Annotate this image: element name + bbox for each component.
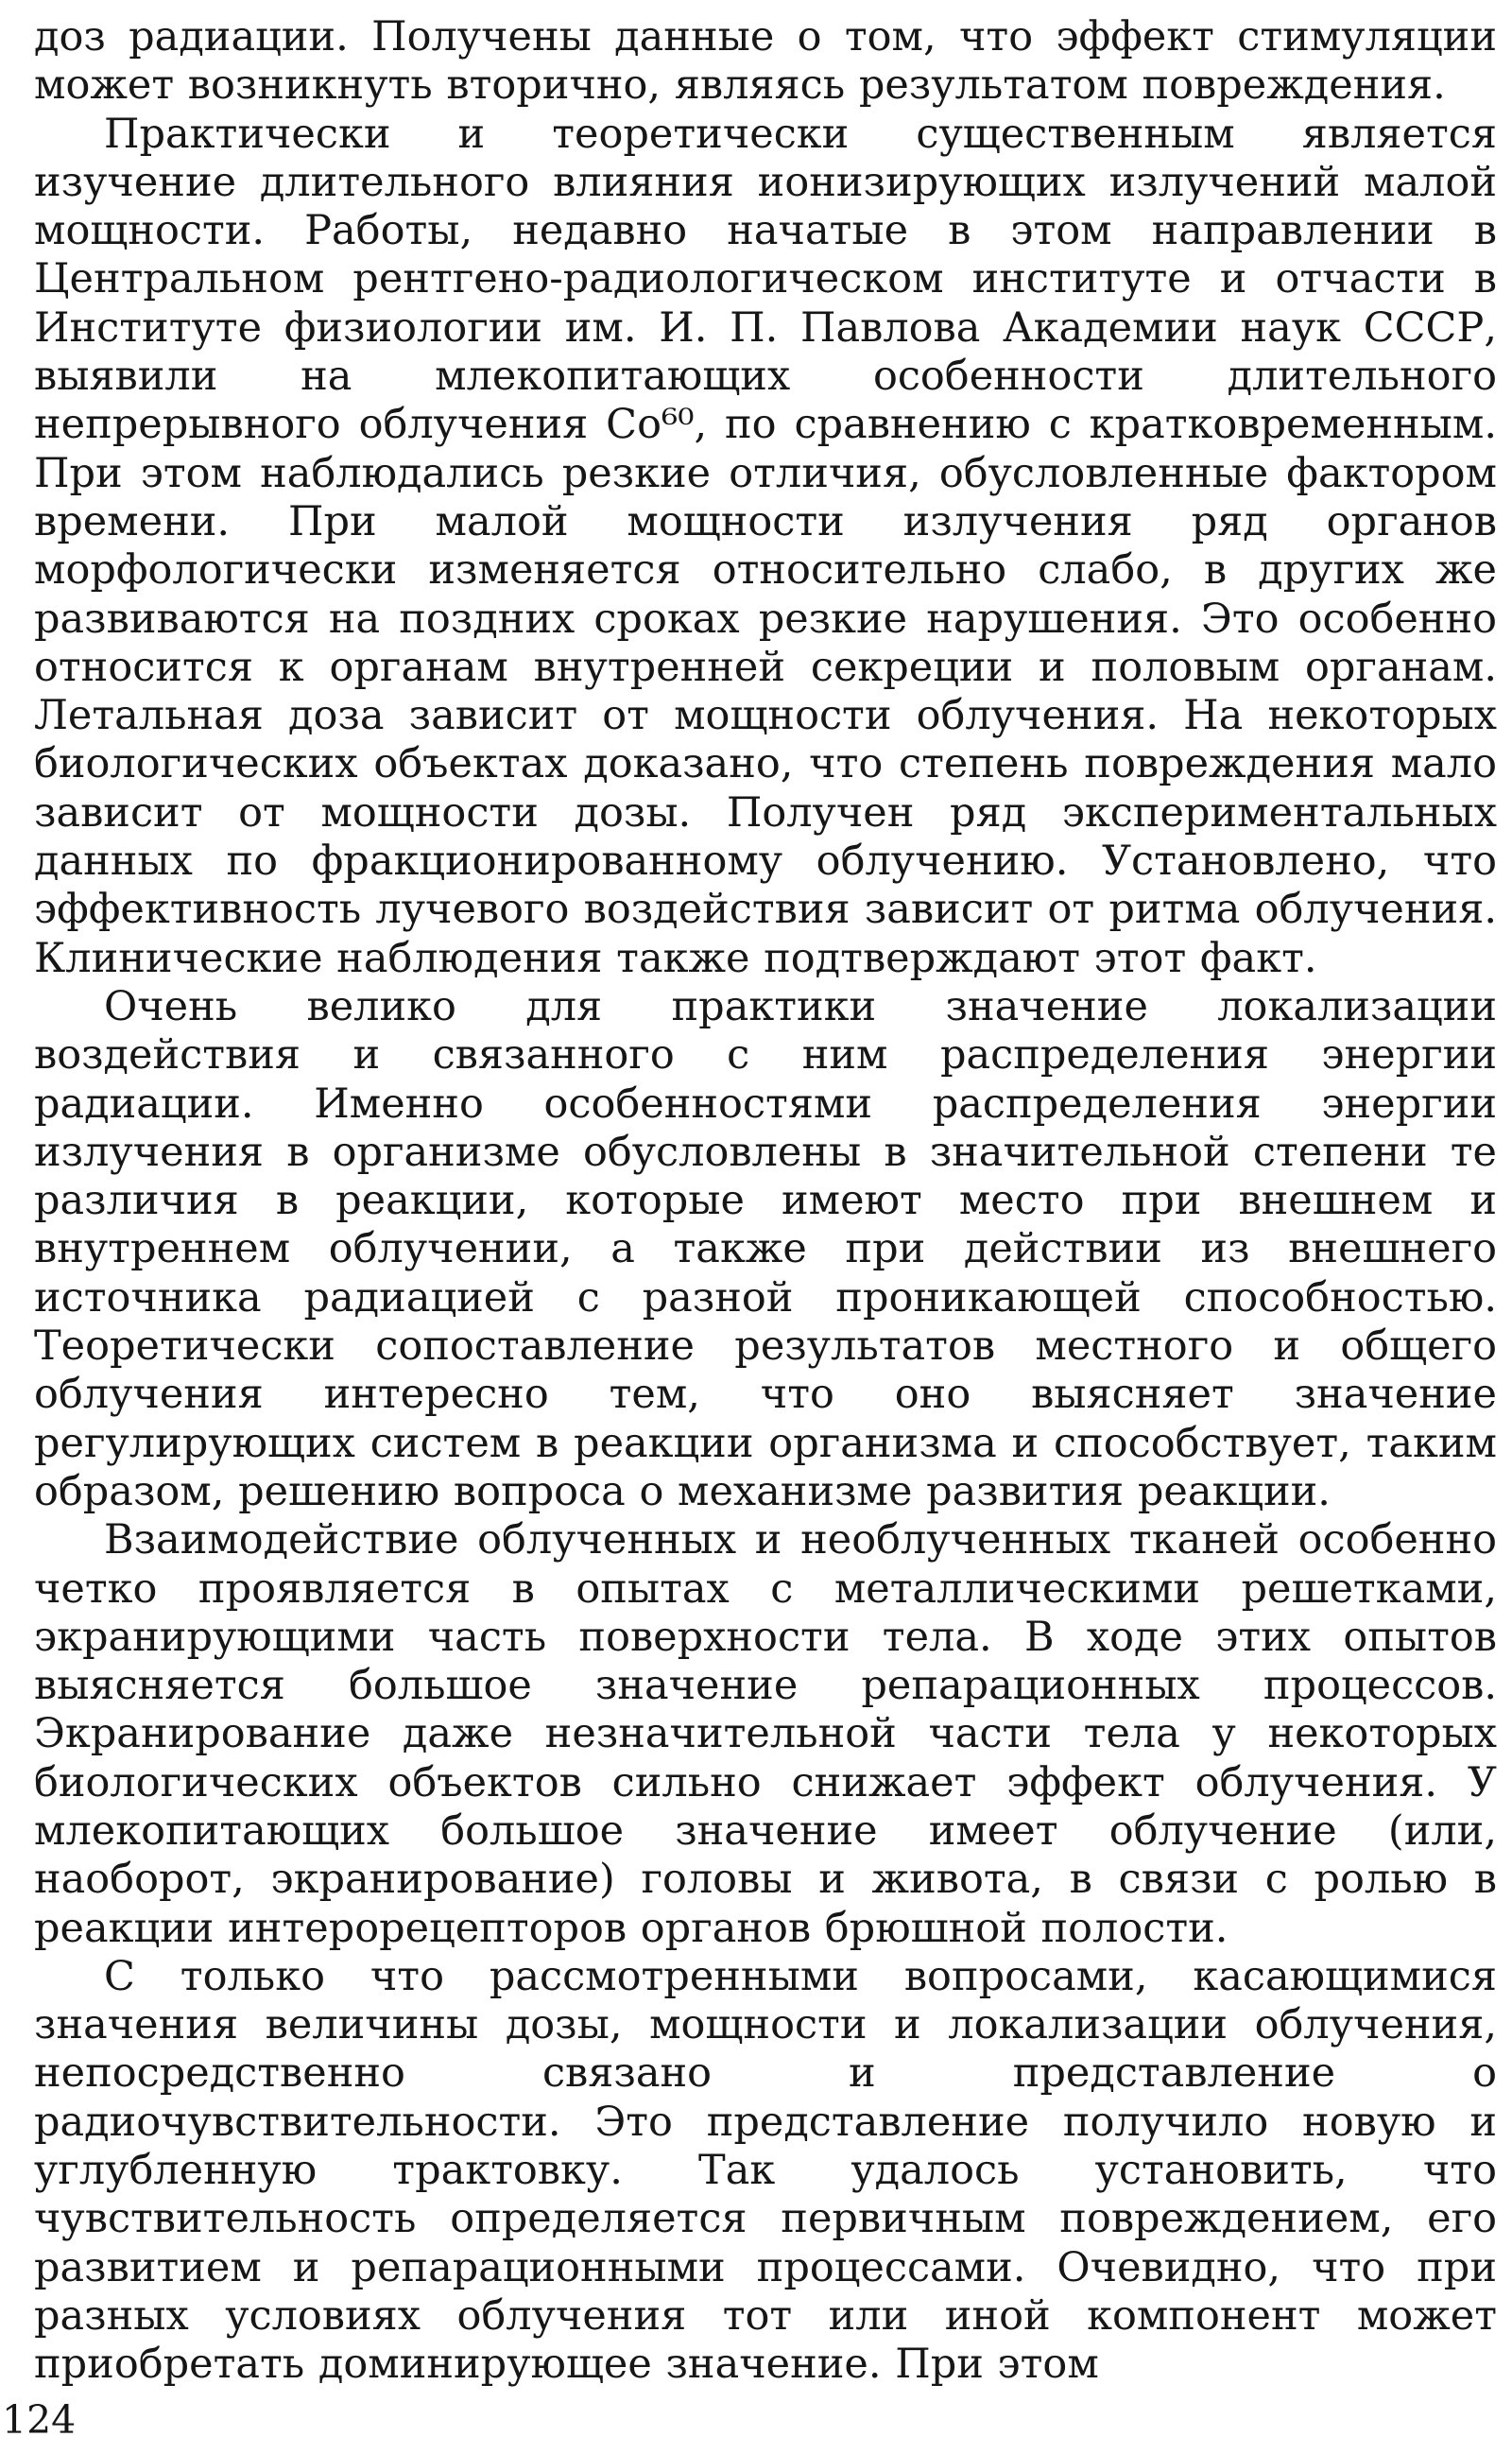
paragraph-4: Взаимодействие облученных и необлученных тканей особенно четко проявляется в опытах с металлическими решетками, экранирующими часть поверхности тела. В ходе этих опытов выясняется большое значение репарационных процессов. Экранирование даже незначительной части тела у некоторых биологических объектов сильно снижает эффект облучения. У млекопитающих большое значение имеет облучение (или, наоборот, экранирование) головы и живота, в связи с ролью в реакции интерорецепторов органов брюшной полости.: [34, 1516, 1497, 1952]
paragraph-5: С только что рассмотренными вопросами, касающимися значения величины дозы, мощности и локализации облучения, непосредственно связано и представление о радиочувствительности. Это представление получило новую и углубленную трактовку. Так удалось установить, что чувствительность определяется первичным повреждением, его развитием и репарационными процессами. Очевидно, что при разных условиях облучения тот или иной компонент может приобретать доминирующее значение. При этом: [34, 1952, 1497, 2389]
page-number: 124: [2, 2397, 77, 2443]
paragraph-2: Практически и теоретически существенным является изучение длительного влияния ионизирующих излучений малой мощности. Работы, недавно начатые в этом направлении в Центральном рентгено-радиологическом институте и отчасти в Институте физиологии им. И. П. Павлова Академии наук СССР, выявили на млекопитающих особенности длительного непрерывного облучения Co⁶⁰, по сравнению с кратковременным. При этом наблюдались резкие отличия, обусловленные фактором времени. При малой мощности излучения ряд органов морфологически изменяется относительно слабо, в других же развиваются на поздних сроках резкие нарушения. Это особенно относится к органам внутренней секреции и половым органам. Летальная доза зависит от мощности облучения. На некоторых биологических объектах доказано, что степень повреждения мало зависит от мощности дозы. Получен ряд экспериментальных данных по фракционированному облучению. Установлено, что эффективность лучевого воздействия зависит от ритма облучения. Клинические наблюдения также подтверждают этот факт.: [34, 110, 1497, 982]
text-column: [34, 13, 1497, 2390]
paragraph-3: Очень велико для практики значение локализации воздействия и связанного с ним распределения энергии радиации. Именно особенностями распределения энергии излучения в организме обусловлены в значительной степени те различия в реакции, которые имеют место при внешнем и внутреннем облучении, а также при действии из внешнего источника радиацией с разной проникающей способностью. Теоретически сопоставление результатов местного и общего облучения интересно тем, что оно выясняет значение регулирующих систем в реакции организма и способствует, таким образом, решению вопроса о механизме развития реакции.: [34, 982, 1497, 1515]
paragraph-1: доз радиации. Получены данные о том, что эффект стимуляции может возникнуть вторично, являясь результатом повреждения.: [34, 13, 1497, 110]
